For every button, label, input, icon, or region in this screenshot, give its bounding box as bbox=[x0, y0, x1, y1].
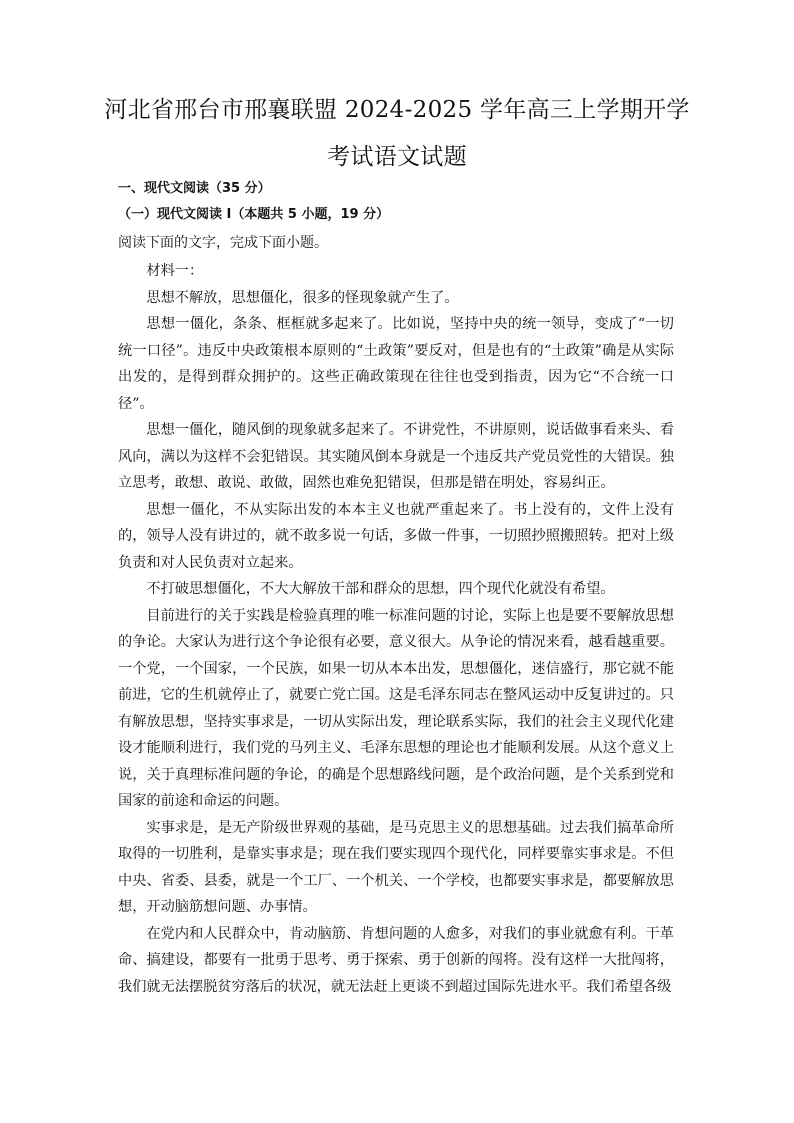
section-heading: 一、现代文阅读（35 分） bbox=[118, 181, 271, 196]
passage-paragraph: 思想不解放，思想僵化，很多的怪现象就产生了。 bbox=[146, 289, 459, 306]
passage-paragraph: 实事求是，是无产阶级世界观的基础，是马克思主义的思想基础。过去我们搞革命所取得的一切胜利，是靠实事求是；现在我们要实现四个现代化，同样要靠实事求是。不但中央、省委、县委，就是一个工厂、一个机关、一个学校，也都要实事求是，都要解放思想，开动脑筋想问题、办事情。 bbox=[118, 819, 674, 915]
passage-paragraph: 材料一： bbox=[146, 263, 204, 279]
passage-paragraph: 不打破思想僵化，不大大解放干部和群众的思想，四个现代化就没有希望。 bbox=[146, 581, 615, 597]
passage-paragraph: 思想一僵化，条条、框框就多起来了。比如说，坚持中央的统一领导，变成了“一切统一口径”。违反中央政策根本原则的“土政策”要反对，但是也有的“土政策”确是从实际出发的，是得到群众拥护的。这些正确政策现在往往也受到指责，因为它“不合统一口径”。 bbox=[118, 316, 674, 412]
subsection-heading: （一）现代文阅读 I（本题共 5 小题，19 分） bbox=[118, 207, 390, 222]
passage-paragraph: 在党内和人民群众中，肯动脑筋、肯想问题的人愈多，对我们的事业就愈有利。干革命、搞建设，都要有一批勇于思考、勇于探索、勇于创新的闯将。没有这样一大批闯将，我们就无法摆脱贫穷落后的状况，就无法赶上更谈不到超过国际先进水平。我们希望各级 bbox=[118, 925, 674, 995]
passage-paragraph: 目前进行的关于实践是检验真理的唯一标准问题的讨论，实际上也是要不要解放思想的争论。大家认为进行这个争论很有必要，意义很大。从争论的情况来看，越看越重要。一个党，一个国家，一个民族，如果一切从本本出发，思想僵化，迷信盛行，那它就不能前进，它的生机就停止了，就要亡党亡国。这是毛泽东同志在整风运动中反复讲过的。只有解放思想，坚持实事求是，一切从实际出发，理论联系实际，我们的社会主义现代化建设才能顺利进行，我们党的马列主义、毛泽东思想的理论也才能顺利发展。从这个意义上说，关于真理标准问题的争论，的确是个思想路线问题，是个政治问题，是个关系到党和国家的前途和命运的问题。 bbox=[118, 607, 674, 809]
document-title-line-2: 考试语文试题 bbox=[327, 144, 467, 170]
reading-passage bbox=[118, 258, 674, 1000]
reading-instruction: 阅读下面的文字，完成下面小题。 bbox=[118, 235, 328, 251]
passage-paragraph: 思想一僵化，不从实际出发的本本主义也就严重起来了。书上没有的，文件上没有的，领导人没有讲过的，就不敢多说一句话，多做一件事，一切照抄照搬照转。把对上级负责和对人民负责对立起来。 bbox=[118, 501, 674, 571]
passage-paragraph: 思想一僵化，随风倒的现象就多起来了。不讲党性，不讲原则，说话做事看来头、看风向，满以为这样不会犯错误。其实随风倒本身就是一个违反共产党员党性的大错误。独立思考，敢想、敢说、敢做，固然也难免犯错误，但那是错在明处，容易纠正。 bbox=[118, 422, 674, 491]
document-title-line-1: 河北省邢台市邢襄联盟 2024-2025 学年高三上学期开学 bbox=[104, 97, 690, 123]
